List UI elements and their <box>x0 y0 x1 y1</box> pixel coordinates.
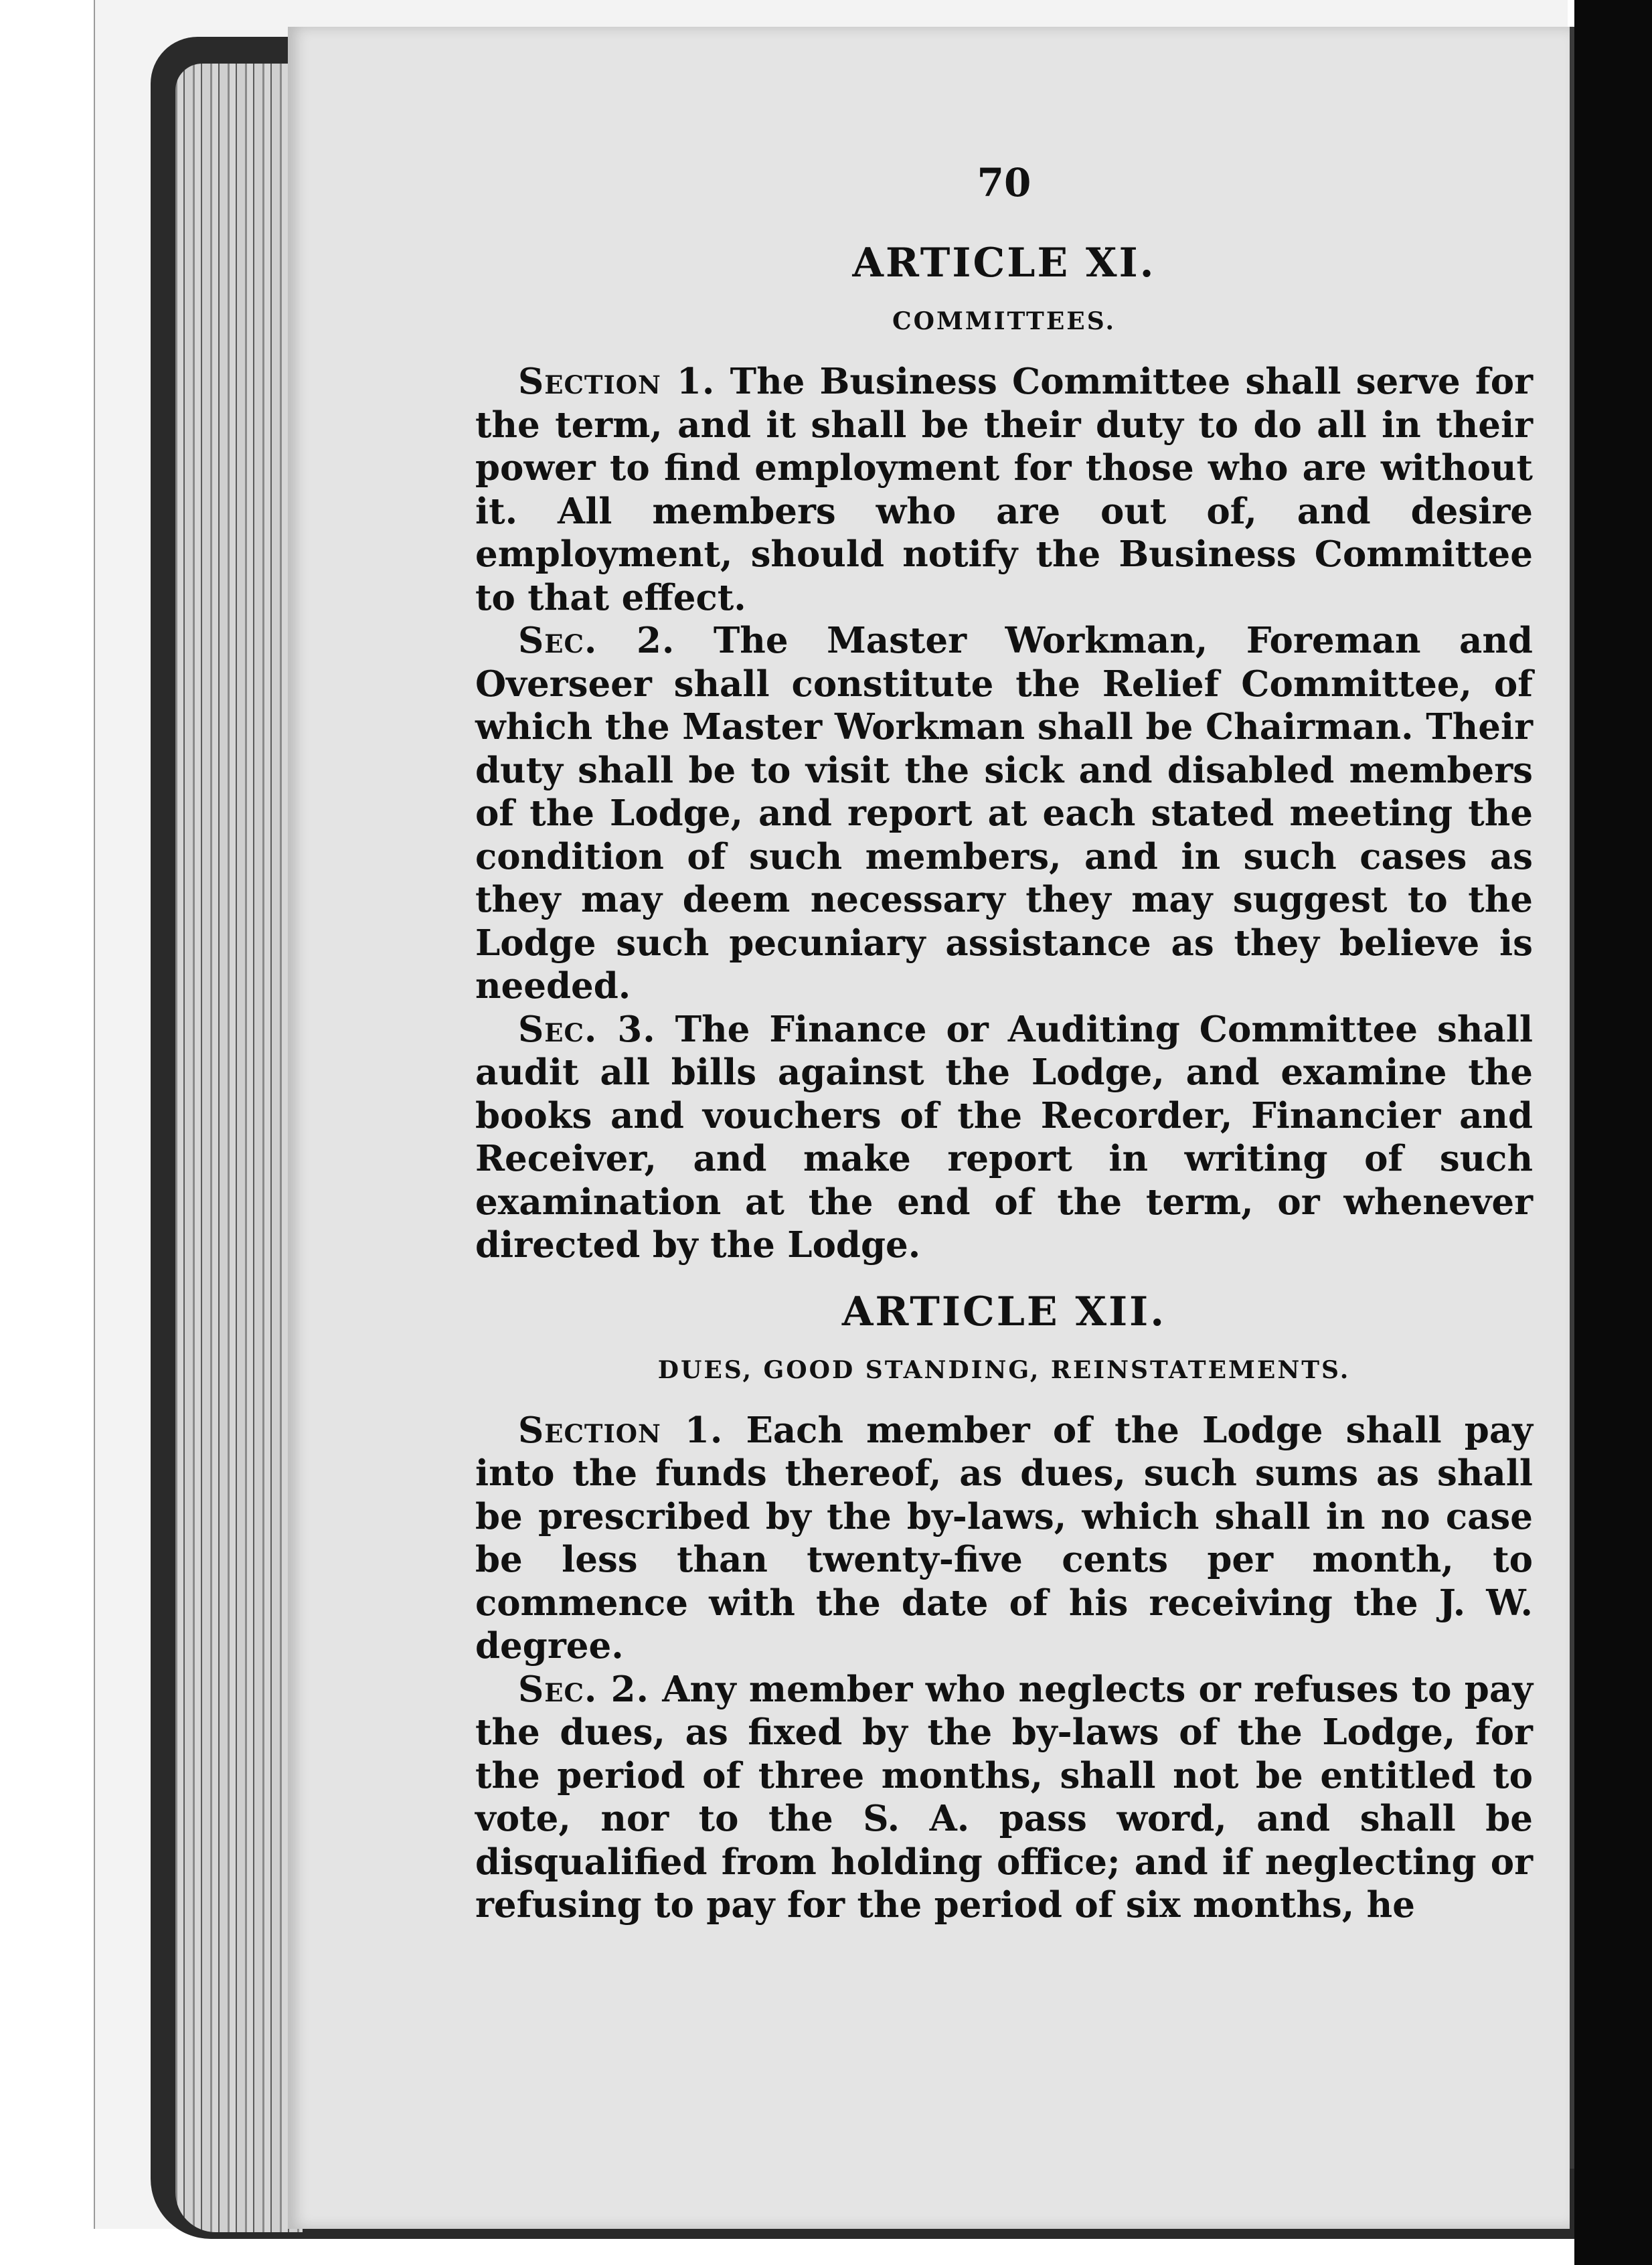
section-label: Sec. 3. <box>518 1008 656 1050</box>
section-label: Section 1. <box>518 1409 724 1451</box>
section-paragraph <box>475 619 1533 1008</box>
section-label: Section 1. <box>518 361 716 402</box>
section-text: The Master Workman, Foreman and Overseer shall constitute the Relief Committee, of which the Master Workman shall be Chairman. Their duty shall be to visit the sick and disabled members of the Lodge, and report at each stated meeting the condition of such members, and in such cases as they may deem necessary they may suggest to the Lodge such pecuniary assistance as they believe is needed. <box>475 620 1533 1007</box>
page-text <box>475 161 1533 1927</box>
section-text: The Business Committee shall serve for the term, and it shall be their duty to do all in their power to find employment for those who are without it. All members who are out of, and desire employment, should notify the Business Committee to that effect. <box>475 361 1533 618</box>
article-subtitle: DUES, GOOD STANDING, REINSTATEMENTS. <box>657 1355 1351 1384</box>
section-text: The Finance or Auditing Committee shall audit all bills against the Lodge, and examine the books and vouchers of the Recorder, Financier and Receiver, and make report in writing of such examination at the end of the term, or whenever directed by the Lodge. <box>475 1008 1533 1266</box>
page-stack-edges <box>175 64 303 2232</box>
scan-margin <box>0 0 94 2265</box>
article-subtitle: COMMITTEES. <box>892 307 1116 335</box>
section-label: Sec. 2. <box>518 1668 649 1710</box>
section-text: Any member who neglects or refuses to pay the dues, as fixed by the by-laws of the Lodge, for the period of three months, shall not be entitled to vote, nor to the S. A. pass word, and shall be disqualified from holding office; and if neglecting or refusing to pay for the period of six months, he <box>475 1668 1533 1926</box>
page-number: 70 <box>977 160 1031 205</box>
article-title: ARTICLE XI. <box>852 240 1156 286</box>
section-paragraph <box>475 1409 1533 1668</box>
section-label: Sec. 2. <box>518 620 675 661</box>
section-paragraph <box>475 1008 1533 1267</box>
section-text: Each member of the Lodge shall pay into the funds thereof, as dues, such sums as shall be prescribed by the by-laws, which shall in no case be less than twenty-five cents per month, to commence with the date of his receiving the J. W. degree. <box>475 1409 1533 1667</box>
section-paragraph <box>475 360 1533 619</box>
section-paragraph <box>475 1668 1533 1927</box>
right-dark-border <box>1574 0 1652 2265</box>
book-page <box>288 27 1570 2229</box>
article-title: ARTICLE XII. <box>841 1288 1167 1335</box>
